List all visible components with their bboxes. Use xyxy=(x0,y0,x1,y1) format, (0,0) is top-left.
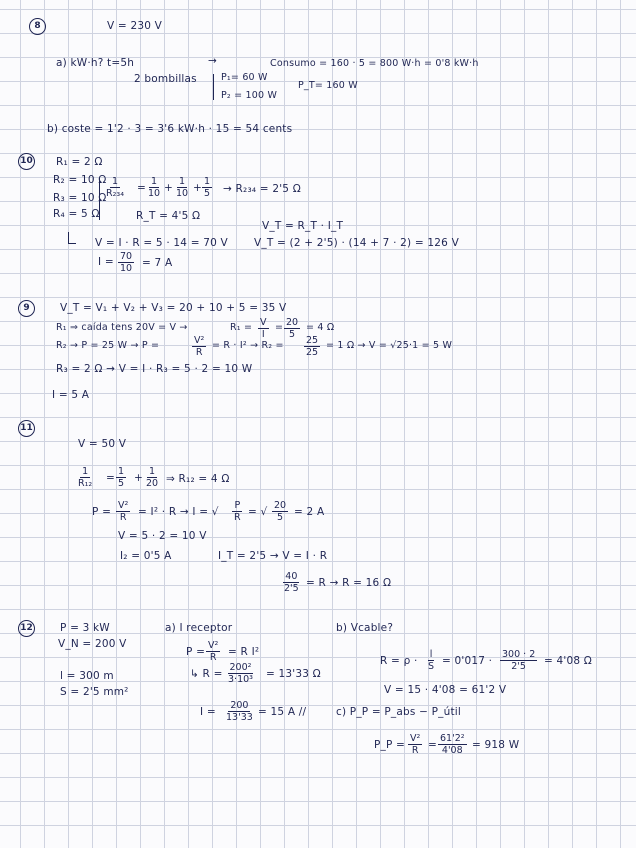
p12-i-eq: I = xyxy=(200,706,216,718)
p10-v-equation: V = I · R = 5 · 14 = 70 V xyxy=(95,237,228,249)
p12-pp-frac2: $\frac{\text{61'2²}}{4'08}$ xyxy=(440,733,465,756)
p12-part-a: a) I receptor xyxy=(165,622,233,634)
p9-vt: V_T = V₁ + V₂ + V₃ = 20 + 10 + 5 = 35 V xyxy=(60,302,287,314)
p8-part-b: b) coste = 1'2 · 3 = 3'6 kW·h · 15 = 54 cents xyxy=(47,123,293,135)
p11-frac-1: $\frac{1}{5}$ xyxy=(118,466,125,489)
p9-r2-line: R₂ → P = 25 W → P = xyxy=(56,340,160,351)
p9-r1-eq: R₁ = xyxy=(230,322,253,333)
p9-r1-equals: = xyxy=(275,322,284,333)
p11-it: I_T = 2'5 → V = I · R xyxy=(218,550,328,562)
p8-voltage: V = 230 V xyxy=(107,20,163,32)
p11-sqrt-frac2: $\frac{20}{5}$ xyxy=(274,500,287,523)
p12-rb-eq: R = ρ · xyxy=(380,655,418,667)
p9-r1-frac2: $\frac{20}{5}$ xyxy=(286,317,299,340)
problem-10-number: 10 xyxy=(18,153,35,170)
p11-plus: + xyxy=(134,472,143,484)
p12-voltage: V_N = 200 V xyxy=(58,638,127,650)
p11-v: V = 50 V xyxy=(78,438,127,450)
p12-section: S = 2'5 mm² xyxy=(60,686,129,698)
p12-rb-result: = 4'08 Ω xyxy=(544,655,593,667)
p9-r1-frac: $\frac{V}{I}$ xyxy=(260,317,267,340)
p11-p-mid: = I² · R → I = √ xyxy=(138,506,219,518)
p10-frac-2: $\frac{1}{10}$ xyxy=(176,176,189,199)
p12-cable-voltage: V = 15 · 4'08 = 61'2 V xyxy=(384,684,507,696)
problem-11-number: 11 xyxy=(18,420,35,437)
problem-12-number: 12 xyxy=(18,620,35,637)
p10-r4: R₄ = 5 Ω xyxy=(53,208,100,220)
p12-p-result: = R I² xyxy=(228,646,260,658)
p12-rb-frac2: $\frac{300 \cdot 2}{2'5}$ xyxy=(502,649,536,672)
p9-r2-frac: $\frac{\text{V²}}{R}$ xyxy=(194,335,205,358)
p12-i-result: = 15 A // xyxy=(258,706,307,718)
p10-plus-2: + xyxy=(193,182,202,194)
p12-i-frac: $\frac{200}{13'33}$ xyxy=(226,700,253,723)
p9-r1-line: R₁ ⇒ caída tens 20V = V → xyxy=(56,322,188,333)
p10-inv-r234: $\frac{1}{\text{R₂₃₄}}$ xyxy=(106,176,125,199)
p10-vt-formula: V_T = R_T · I_T xyxy=(262,220,344,232)
p10-i-result: = 7 A xyxy=(142,257,173,269)
p11-sqrt-frac: $\frac{P}{R}$ xyxy=(234,500,241,523)
p12-power: P = 3 kW xyxy=(60,622,110,634)
p11-p-frac: $\frac{\text{V²}}{R}$ xyxy=(118,500,129,523)
p11-i2: I₂ = 0'5 A xyxy=(120,550,172,562)
problem-9-number: 9 xyxy=(18,300,35,317)
p9-r2-frac2: $\frac{25}{25}$ xyxy=(306,335,319,358)
p11-i-result: = 2 A xyxy=(294,506,325,518)
p10-frac-1: $\frac{1}{10}$ xyxy=(148,176,161,199)
p10-i-fraction: $\frac{70}{10}$ xyxy=(120,251,133,274)
p12-r-frac: $\frac{\text{200²}}{\text{3·10³}}$ xyxy=(228,662,253,685)
p8-pt: P_T= 160 W xyxy=(298,80,358,91)
p11-sqrt-eq: = √ xyxy=(248,506,268,518)
problem-8-number: 8 xyxy=(29,18,46,35)
p12-pp-eq: P_P = xyxy=(374,739,406,751)
p9-r2-mid: = R · I² → R₂ = xyxy=(212,340,284,351)
p11-equals: = xyxy=(106,472,115,484)
p8-part-a-question: a) kW·h? t=5h xyxy=(56,57,135,69)
p11-v2: V = 5 · 2 = 10 V xyxy=(118,530,207,542)
p10-r234-result: → R₂₃₄ = 2'5 Ω xyxy=(223,183,301,195)
p11-final-frac: $\frac{40}{2'5}$ xyxy=(284,571,299,594)
p12-r-eq: ↳ R = xyxy=(190,668,223,680)
p12-rb-frac: $\frac{l}{S}$ xyxy=(428,649,435,672)
p11-final-result: = R → R = 16 Ω xyxy=(306,577,392,589)
p10-corner-horizontal xyxy=(68,243,76,244)
p8-arrow: → xyxy=(208,55,217,67)
p9-r3-line: R₃ = 2 Ω → V = I · R₃ = 5 · 2 = 10 W xyxy=(56,363,253,375)
p11-p-label: P = xyxy=(92,506,112,518)
p12-p-eq: P = xyxy=(186,646,206,658)
p12-part-b: b) Vcable? xyxy=(336,622,394,634)
p10-vt-result: V_T = (2 + 2'5) · (14 + 7 · 2) = 126 V xyxy=(254,237,459,249)
p10-brace xyxy=(99,178,100,220)
p11-inv-r12: $\frac{1}{\text{R₁₂}}$ xyxy=(78,466,93,489)
p10-r1: R₁ = 2 Ω xyxy=(56,156,103,168)
p10-r3: R₃ = 10 Ω xyxy=(53,192,107,204)
p8-brace xyxy=(213,74,214,100)
p11-frac-2: $\frac{1}{20}$ xyxy=(146,466,159,489)
p12-r-result: = 13'33 Ω xyxy=(266,668,321,680)
p9-r1-result: = 4 Ω xyxy=(306,322,335,333)
p12-pp-equals: = xyxy=(428,739,437,751)
p8-consumption: Consumo = 160 · 5 = 800 W·h = 0'8 kW·h xyxy=(270,58,479,69)
p10-equals: = xyxy=(137,182,146,194)
p10-plus-1: + xyxy=(164,182,173,194)
p9-current: I = 5 A xyxy=(52,389,90,401)
p12-part-c: c) P_P = P_abs − P_útil xyxy=(336,706,462,718)
p12-rb-mid: = 0'017 · xyxy=(442,655,493,667)
p10-r2: R₂ = 10 Ω xyxy=(53,174,107,186)
p10-i-label: I = xyxy=(98,256,114,268)
p12-pp-result: = 918 W xyxy=(472,739,520,751)
p10-rt: R_T = 4'5 Ω xyxy=(136,210,201,222)
p10-frac-3: $\frac{1}{5}$ xyxy=(204,176,211,199)
p12-p-frac: $\frac{\text{V²}}{R}$ xyxy=(208,640,219,663)
p12-pp-frac: $\frac{\text{V²}}{R}$ xyxy=(410,733,421,756)
p12-length: l = 300 m xyxy=(60,670,114,682)
p8-bulbs-label: 2 bombillas xyxy=(134,73,197,85)
p8-p2: P₂ = 100 W xyxy=(221,90,278,101)
p9-r2-result: = 1 Ω → V = √25·1 = 5 W xyxy=(326,340,453,351)
p8-p1: P₁= 60 W xyxy=(221,72,268,83)
p11-r12-result: ⇒ R₁₂ = 4 Ω xyxy=(166,473,230,485)
